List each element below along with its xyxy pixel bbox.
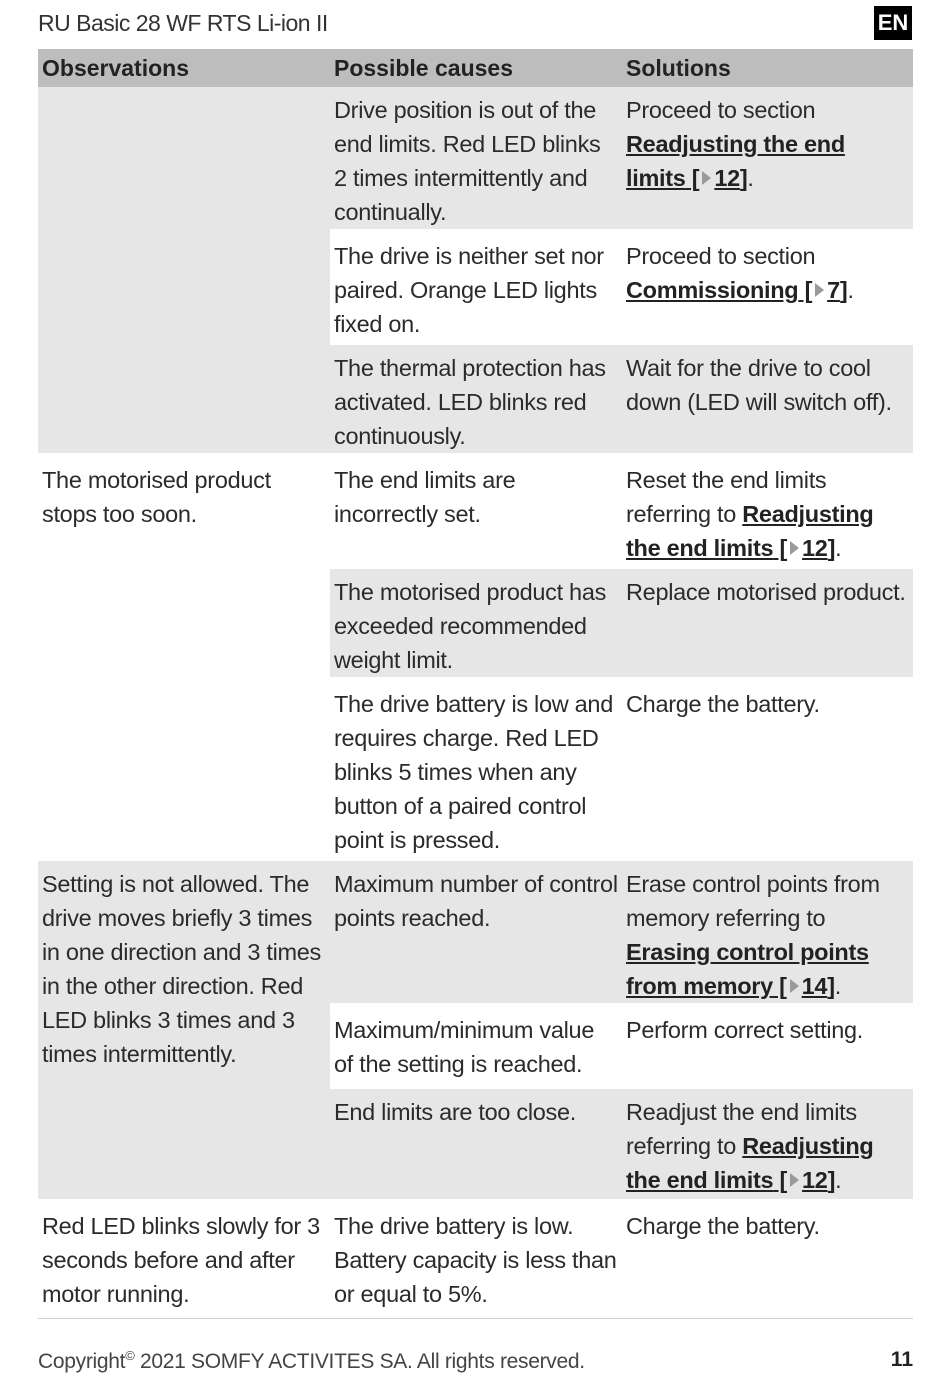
section-link[interactable]: Readjusting the end limits [ 12] xyxy=(626,501,874,561)
solution-suffix: . xyxy=(834,973,841,999)
cause-cell: Maximum number of control points reached. xyxy=(330,857,622,1003)
copyright-mark: © xyxy=(125,1348,135,1363)
solution-text: Readjust the end limits referring to xyxy=(626,1099,857,1159)
cause-cell: Drive position is out of the end limits. Red LED blinks 2 times intermittently and continually. xyxy=(330,87,622,229)
section-link-label: Readjusting the end limits xyxy=(626,501,874,561)
solution-cell xyxy=(622,453,913,565)
page-ref-arrow-icon xyxy=(790,979,799,993)
table-row xyxy=(38,857,913,1003)
section-link-label: Commissioning xyxy=(626,277,799,303)
solution-cell: Perform correct setting. xyxy=(622,1003,913,1085)
solution-suffix: . xyxy=(835,1167,842,1193)
solution-cell xyxy=(622,229,913,341)
section-link[interactable]: Readjusting the end limits [ 12] xyxy=(626,131,845,191)
solution-text: Proceed to section xyxy=(626,97,816,123)
copyright-holder: 2021 SOMFY ACTIVITES SA. All rights reserved. xyxy=(134,1350,585,1373)
page-ref: 7 xyxy=(827,277,840,303)
page-ref-arrow-icon xyxy=(790,541,799,555)
cause-cell: The drive is neither set nor paired. Orange LED lights fixed on. xyxy=(330,229,622,341)
section-link-label: Readjusting the end limits xyxy=(626,1133,874,1193)
solution-text: Erase control points from memory referring to xyxy=(626,871,880,931)
cause-cell: The thermal protection has activated. LED blinks red continuously. xyxy=(330,341,622,453)
cause-cell: The motorised product has exceeded recommended weight limit. xyxy=(330,565,622,677)
cause-cell: The end limits are incorrectly set. xyxy=(330,453,622,565)
troubleshooting-table xyxy=(38,49,913,1311)
page-ref-arrow-icon xyxy=(790,1173,799,1187)
section-link-label: Erasing control points from memory xyxy=(626,939,869,999)
observation-cell: Setting is not allowed. The drive moves briefly 3 times in one direction and 3 times in the other direction. Red LED blinks 3 times and 3 times intermittently. xyxy=(38,857,330,1199)
section-link-label: Readjusting the end limits xyxy=(626,131,845,191)
solution-text: Reset the end limits referring to xyxy=(626,467,827,527)
solution-text: Proceed to section xyxy=(626,243,816,269)
solution-cell: Charge the battery. xyxy=(622,1199,913,1311)
page-number: 11 xyxy=(890,1348,913,1371)
table-end-rule xyxy=(38,1318,913,1319)
solution-cell xyxy=(622,1085,913,1199)
page-ref: 12 xyxy=(802,1167,828,1193)
table-row xyxy=(38,1199,913,1311)
page-ref: 14 xyxy=(801,973,828,999)
section-link[interactable]: Commissioning [ 7] xyxy=(626,277,848,303)
solution-suffix: . xyxy=(835,535,842,561)
page-footer xyxy=(38,1348,913,1378)
table-header-row xyxy=(38,49,913,87)
copyright-text: Copyright xyxy=(38,1350,126,1373)
section-link[interactable]: Readjusting the end limits [ 12] xyxy=(626,1133,874,1193)
page-header xyxy=(38,6,912,42)
solution-cell xyxy=(622,857,913,1003)
document-title: RU Basic 28 WF RTS Li-ion II xyxy=(38,10,328,36)
solution-cell xyxy=(622,87,913,229)
observation-cell xyxy=(38,87,330,453)
solution-cell: Replace motorised product. xyxy=(622,565,913,677)
observation-cell: The motorised product stops too soon. xyxy=(38,453,330,857)
table-row xyxy=(38,453,913,565)
cause-cell: The drive battery is low and requires charge. Red LED blinks 5 times when any button of a paired control point is pressed. xyxy=(330,677,622,857)
cause-cell: Maximum/minimum value of the setting is reached. xyxy=(330,1003,622,1085)
cause-cell: End limits are too close. xyxy=(330,1085,622,1199)
page-ref: 12 xyxy=(802,535,828,561)
solution-cell: Wait for the drive to cool down (LED will switch off). xyxy=(622,341,913,453)
page-ref-arrow-icon xyxy=(815,283,824,297)
solution-suffix: . xyxy=(747,165,754,191)
page-ref-arrow-icon xyxy=(702,171,711,185)
solution-suffix: . xyxy=(847,277,854,303)
column-header-solutions: Solutions xyxy=(622,49,913,87)
section-link[interactable]: Erasing control points from memory [ 14] xyxy=(626,939,869,999)
language-badge: EN xyxy=(874,6,912,40)
solution-cell: Charge the battery. xyxy=(622,677,913,857)
column-header-observations: Observations xyxy=(38,49,330,87)
observation-cell: Red LED blinks slowly for 3 seconds before and after motor running. xyxy=(38,1199,330,1311)
table-row xyxy=(38,87,913,229)
cause-cell: The drive battery is low. Battery capacity is less than or equal to 5%. xyxy=(330,1199,622,1311)
page-ref: 12 xyxy=(714,165,740,191)
column-header-possible-causes: Possible causes xyxy=(330,49,622,87)
copyright-notice xyxy=(38,1348,585,1374)
